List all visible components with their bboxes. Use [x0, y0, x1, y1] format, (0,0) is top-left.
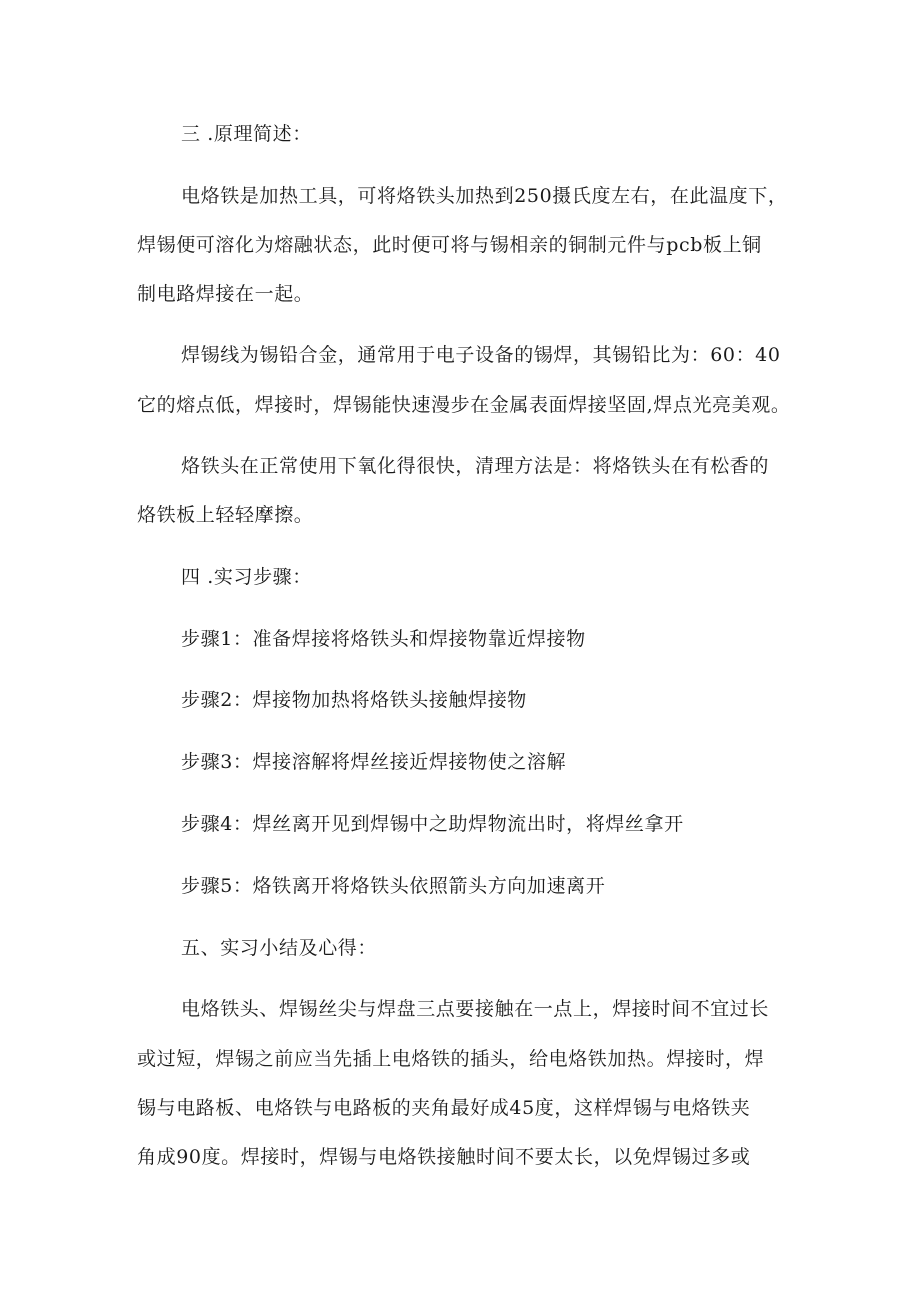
- paragraph-line: 电烙铁是加热工具，可将烙铁头加热到250摄氏度左右，在此温度下，: [181, 185, 788, 207]
- paragraph-line: 角成90度。焊接时，焊锡与电烙铁接触时间不要太长，以免焊锡过多或: [137, 1146, 751, 1168]
- paragraph-line: 制电路焊接在一起。: [137, 283, 314, 305]
- heading-practice-steps: 四 .实习步骤：: [181, 566, 312, 588]
- step-item: 步骤4：焊丝离开见到焊锡中之助焊物流出时，将焊丝拿开: [181, 813, 684, 835]
- paragraph-line: 锡与电路板、电烙铁与电路板的夹角最好成45度，这样焊锡与电烙铁夹: [137, 1097, 751, 1119]
- step-item: 步骤5：烙铁离开将烙铁头依照箭头方向加速离开: [181, 875, 606, 897]
- heading-principle: 三 .原理简述：: [181, 123, 312, 145]
- step-item: 步骤2：焊接物加热将烙铁头接触焊接物: [181, 689, 527, 711]
- heading-summary: 五、实习小结及心得：: [181, 937, 378, 959]
- paragraph-line: 焊锡线为锡铅合金，通常用于电子设备的锡焊，其锡铅比为：60：40: [181, 344, 781, 366]
- step-item: 步骤1：准备焊接将烙铁头和焊接物靠近焊接物: [181, 628, 586, 650]
- step-item: 步骤3：焊接溶解将焊丝接近焊接物使之溶解: [181, 751, 567, 773]
- paragraph-line: 电烙铁头、焊锡丝尖与焊盘三点要接触在一点上，焊接时间不宜过长: [181, 998, 770, 1020]
- paragraph-line: 烙铁板上轻轻摩擦。: [137, 504, 314, 526]
- paragraph-line: 它的熔点低，焊接时，焊锡能快速漫步在金属表面焊接坚固,焊点光亮美观。: [137, 394, 791, 416]
- paragraph-line: 焊锡便可溶化为熔融状态，此时便可将与锡相亲的铜制元件与pcb板上铜: [137, 234, 762, 256]
- paragraph-line: 烙铁头在正常使用下氧化得很快，清理方法是：将烙铁头在有松香的: [181, 455, 770, 477]
- paragraph-line: 或过短，焊锡之前应当先插上电烙铁的插头，给电烙铁加热。焊接时，焊: [137, 1048, 765, 1070]
